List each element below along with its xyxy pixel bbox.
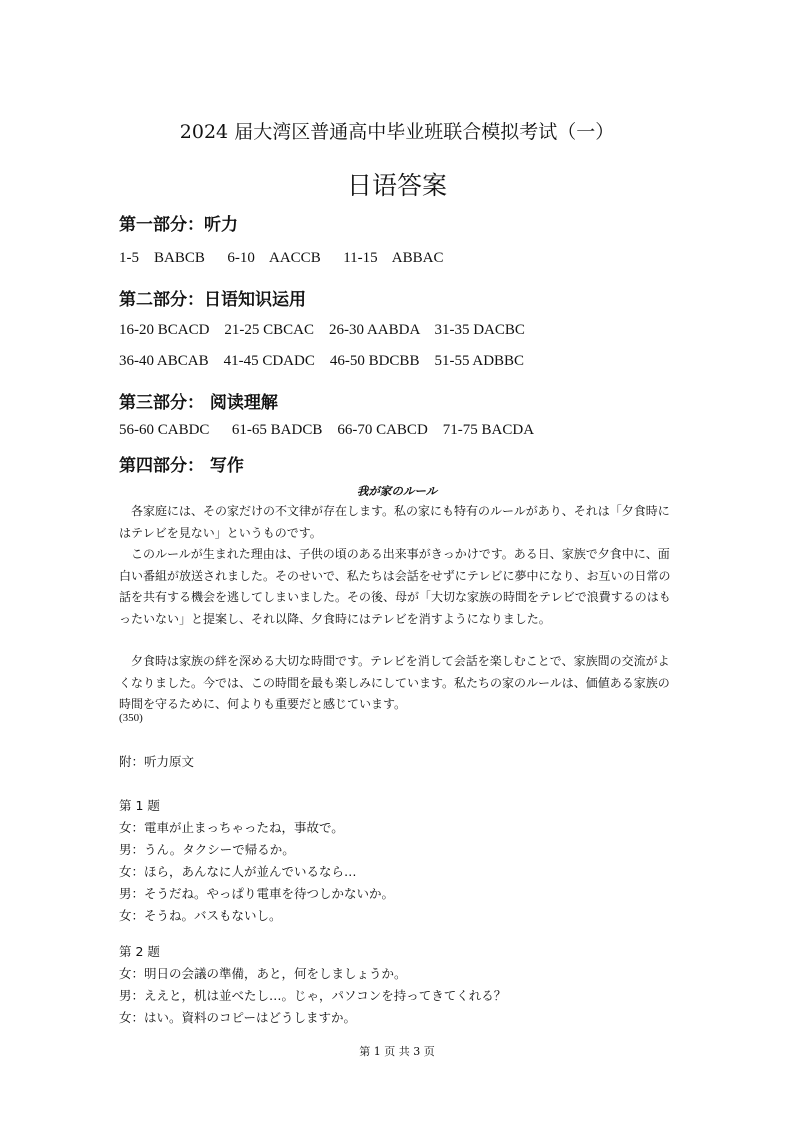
q1-dialogue-line: 男：うん。タクシーで帰るか。: [119, 842, 295, 857]
section-knowledge-heading: 第二部分：日语知识运用: [119, 290, 306, 310]
listening-answers: 1-5 BABCB 6-10 AACCB 11-15 ABBAC: [119, 250, 444, 266]
q2-dialogue-line: 女：明日の会議の準備，あと，何をしましょうか。: [119, 966, 407, 981]
essay-paragraph-2: このルールが生まれた理由は、子供の頃のある出来事がきっかけです。ある日、家族で夕食中に、面白い番組が放送されました。そのせいで、私たちは会話をせずにテレビに夢中になり、お互いの日常の話を共有する機会を逃してしまいました。その後、母が「大切な家族の時間をテレビで浪費するのはもったいない」と提案し、それ以降、夕食時にはテレビを消すようになりました。: [119, 547, 671, 626]
q2-dialogue-line: 女：はい。資料のコピーはどうしますか。: [119, 1010, 357, 1025]
q1-dialogue-line: 女：そうね。バスもないし。: [119, 908, 282, 923]
page-footer: 第 1 页 共 3 页: [359, 1045, 435, 1058]
q2-dialogue-line: 男：ええと，机は並べたし…。じゃ，パソコンを持ってきてくれる？: [119, 988, 507, 1003]
question-1-label: 第 1 题: [119, 798, 160, 813]
section-listening-heading: 第一部分：听力: [119, 215, 238, 235]
question-2-label: 第 2 题: [119, 944, 160, 959]
knowledge-answers-row-1: 16-20 BCACD 21-25 CBCAC 26-30 AABDA 31-35 DACBC: [119, 322, 525, 338]
q1-dialogue-line: 男：そうだね。やっぱり電車を待つしかないか。: [119, 886, 395, 901]
reading-answers: 56-60 CABDC 61-65 BADCB 66-70 CABCD 71-75 BACDA: [119, 422, 535, 438]
q1-dialogue-line: 女：ほら，あんなに人が並んでいるなら…: [119, 864, 357, 879]
essay-word-count: (350): [119, 712, 143, 724]
section-reading-heading: 第三部分： 阅读理解: [119, 393, 278, 413]
appendix-label: 附：听力原文: [119, 754, 195, 769]
answer-subtitle: 日语答案: [346, 171, 447, 200]
essay-paragraph-1: 各家庭には、その家だけの不文律が存在します。私の家にも特有のルールがあり、それは「夕食時にはテレビを見ない」というものです。: [119, 504, 670, 540]
essay-title: 我が家のルール: [356, 484, 438, 498]
exam-title: 2024 届大湾区普通高中毕业班联合模拟考试（一）: [179, 121, 615, 143]
q1-dialogue-line: 女：電車が止まっちゃったね，事故で。: [119, 820, 344, 835]
essay-paragraph-3: 夕食時は家族の絆を深める大切な時間です。テレビを消して会話を楽しむことで、家族間の交流がよくなりました。今では、この時間を最も楽しみにしています。私たちの家のルールは、価値ある家族の時間を守るために、何よりも重要だと感じています。: [119, 654, 670, 711]
section-writing-heading: 第四部分： 写作: [119, 456, 244, 476]
knowledge-answers-row-2: 36-40 ABCAB 41-45 CDADC 46-50 BDCBB 51-55 ADBBC: [119, 353, 525, 369]
